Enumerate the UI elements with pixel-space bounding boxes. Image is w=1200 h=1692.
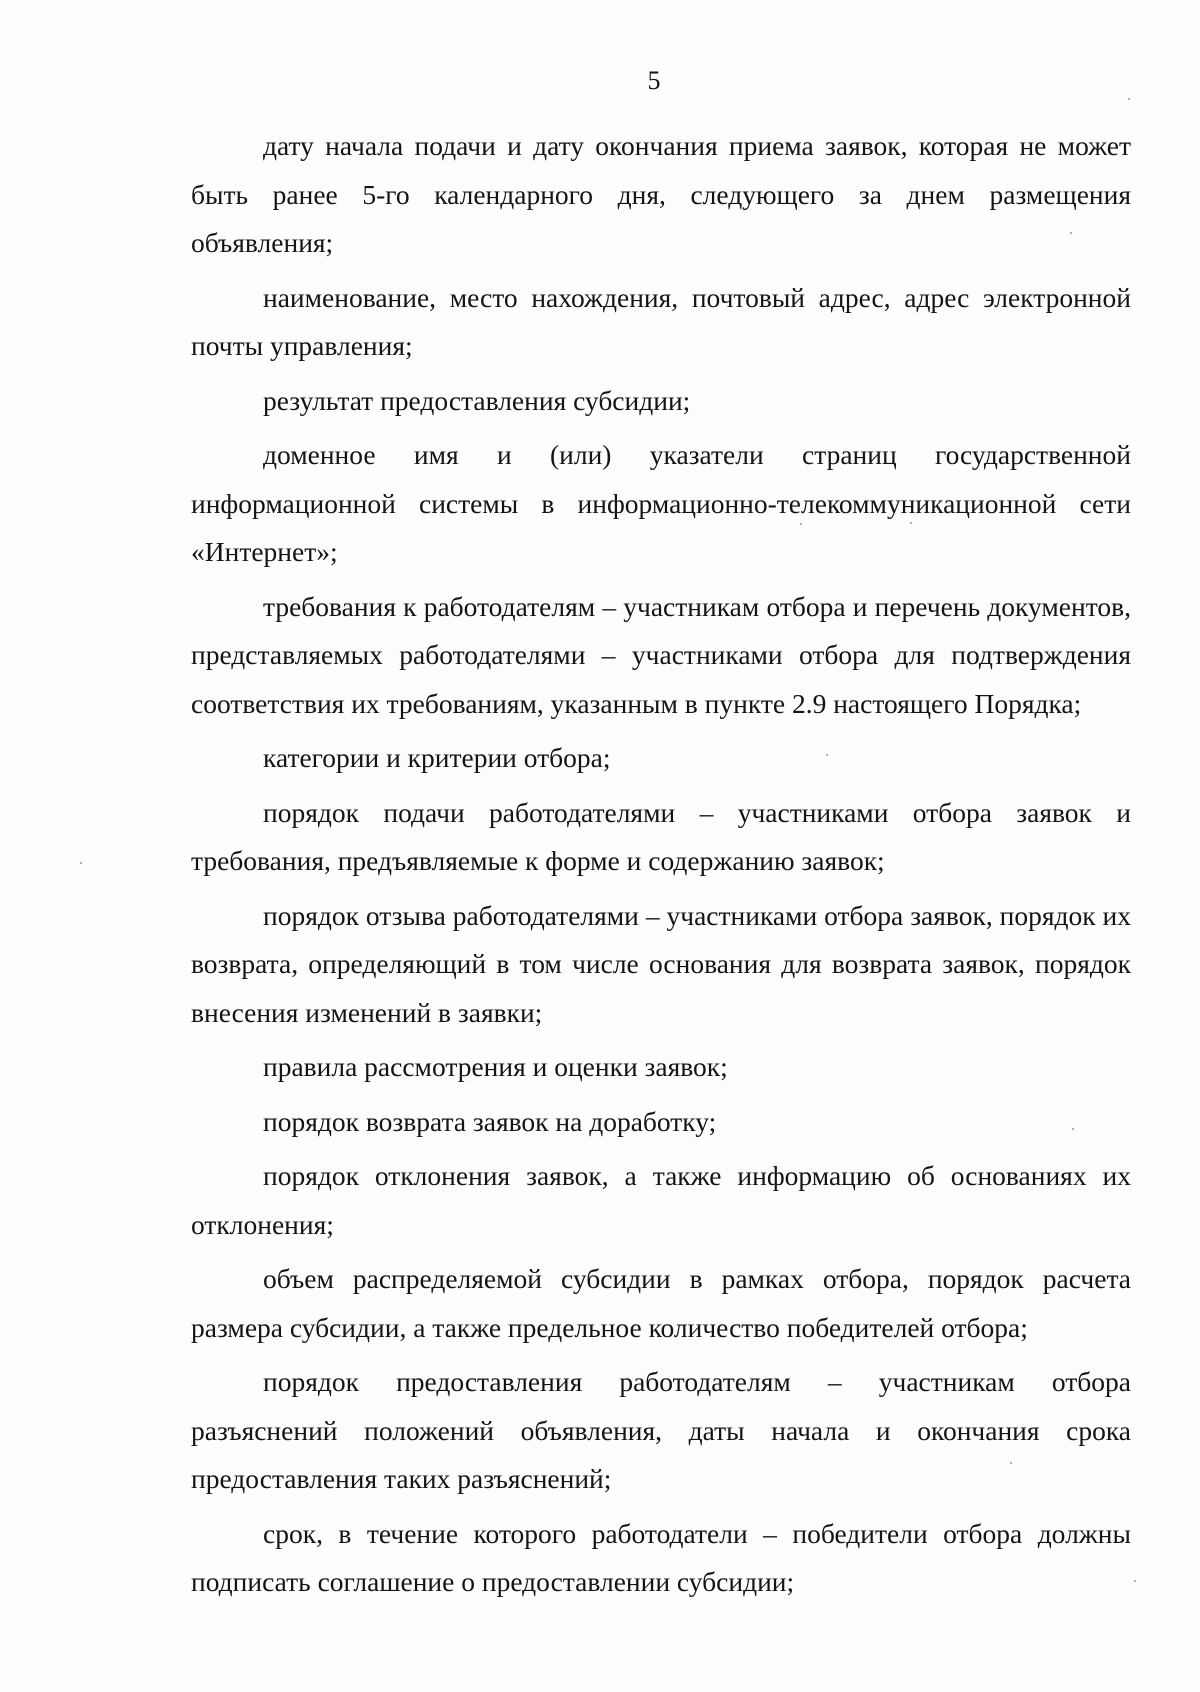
scan-speck — [80, 862, 82, 864]
paragraph: наименование, место нахождения, почтовый адрес, адрес электронной почты управления; — [191, 281, 1131, 361]
paragraph: требования к работодателям – участникам отбора и перечень документов, представляемых работодателями – участниками отбора для подтверждения соответствия их требованиям, указанным в пункте 2.9 настоящего Порядка; — [191, 590, 1131, 719]
scan-speck — [826, 754, 828, 756]
scan-speck — [1134, 1580, 1136, 1582]
scan-speck — [1072, 1128, 1074, 1130]
paragraph: дату начала подачи и дату окончания приема заявок, которая не может быть ранее 5-го календарного дня, следующего за днем размещения объявления; — [191, 130, 1131, 258]
scan-speck — [1070, 232, 1072, 234]
paragraph: порядок подачи работодателями – участниками отбора заявок и требования, предъявляемые к форме и содержанию заявок; — [191, 796, 1131, 876]
paragraph: правила рассмотрения и оценки заявок; — [263, 1051, 728, 1082]
paragraph: результат предоставления субсидии; — [263, 384, 691, 416]
paragraph: порядок отзыва работодателями – участниками отбора заявок, порядок их возврата, определяющий в том числе основания для возврата заявок, порядок внесения изменений в заявки; — [191, 899, 1131, 1028]
paragraph: срок, в течение которого работодатели – победители отбора должны подписать соглашение о предоставлении субсидии; — [191, 1517, 1131, 1597]
page-number: 5 — [647, 66, 661, 95]
scan-speck — [910, 522, 912, 524]
paragraph: объем распределяемой субсидии в рамках отбора, порядок расчета размера субсидии, а также предельное количество победителей отбора; — [191, 1263, 1131, 1343]
scan-speck — [1010, 1462, 1012, 1464]
paragraph: категории и критерии отбора; — [263, 742, 611, 773]
scan-speck — [800, 523, 802, 525]
paragraph: доменное имя и (или) указатели страниц государственной информационной системы в информационно-телекоммуникационной сети «Интернет»; — [191, 439, 1131, 567]
scan-speck — [1128, 98, 1130, 100]
document-body — [191, 122, 1131, 1613]
paragraph: порядок отклонения заявок, а также информацию об основаниях их отклонения; — [191, 1160, 1131, 1240]
paragraph: порядок возврата заявок на доработку; — [263, 1105, 717, 1137]
paragraph: порядок предоставления работодателям – участникам отбора разъяснений положений объявления, даты начала и окончания срока предоставления таких разъяснений; — [191, 1366, 1131, 1494]
